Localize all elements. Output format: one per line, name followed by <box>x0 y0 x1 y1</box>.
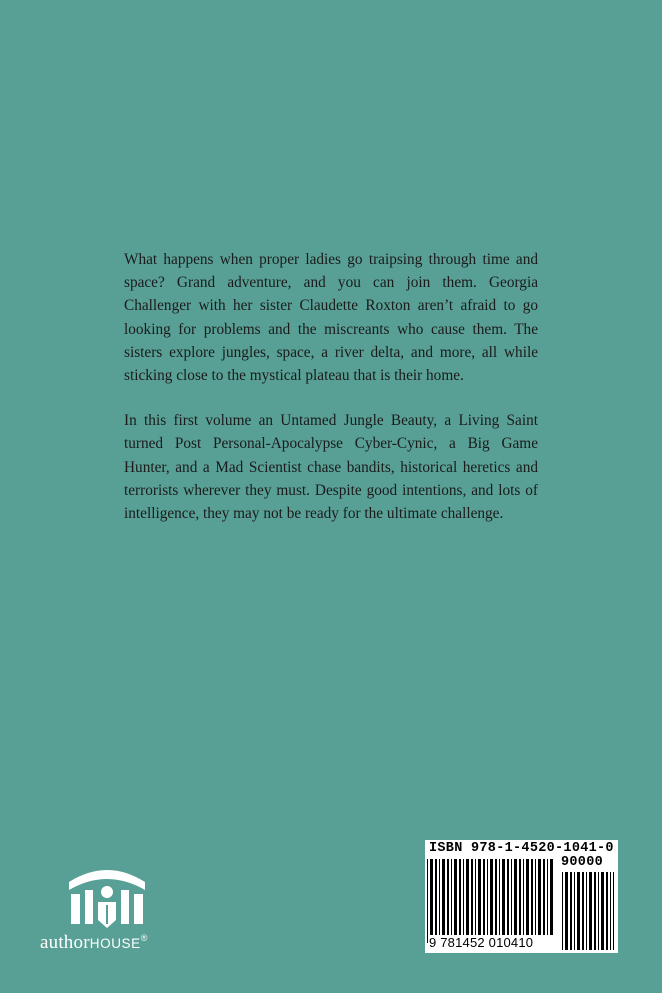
blurb-paragraph-2: In this first volume an Untamed Jungle Beauty, a Living Saint turned Post Personal-Apocalypse Cyber-Cynic, a Big Game Hunter, and a Mad Scientist chase bandits, historical heretics and terrorists wherever they must. Despite good intentions, and lots of intelligence, they may not be ready for the ultimate challenge. <box>124 412 538 523</box>
price-code: 90000 <box>561 855 604 870</box>
ean-digits: 9 781452 010410 <box>429 935 534 950</box>
addon-bars <box>560 872 616 952</box>
publisher-name <box>40 932 190 954</box>
publisher-name-suffix: HOUSE <box>89 936 141 951</box>
publisher-logo <box>40 860 190 960</box>
publisher-name-prefix: author <box>40 932 90 953</box>
blurb-paragraph-1: What happens when proper ladies go traipsing through time and space? Grand adventure, and you can join them. Georgia Challenger with her sister Claudette Roxton aren’t afraid to go looking for problems and the miscreants who cause them. The sisters explore jungles, space, a river delta, and more, all while sticking close to the mystical plateau that is their home. <box>124 251 538 385</box>
isbn-label: ISBN 978-1-4520-1041-0 <box>429 841 614 856</box>
back-cover-blurb <box>124 248 538 547</box>
library-arch-icon <box>65 860 149 932</box>
registered-mark: ® <box>140 933 148 943</box>
isbn-barcode <box>425 840 618 953</box>
